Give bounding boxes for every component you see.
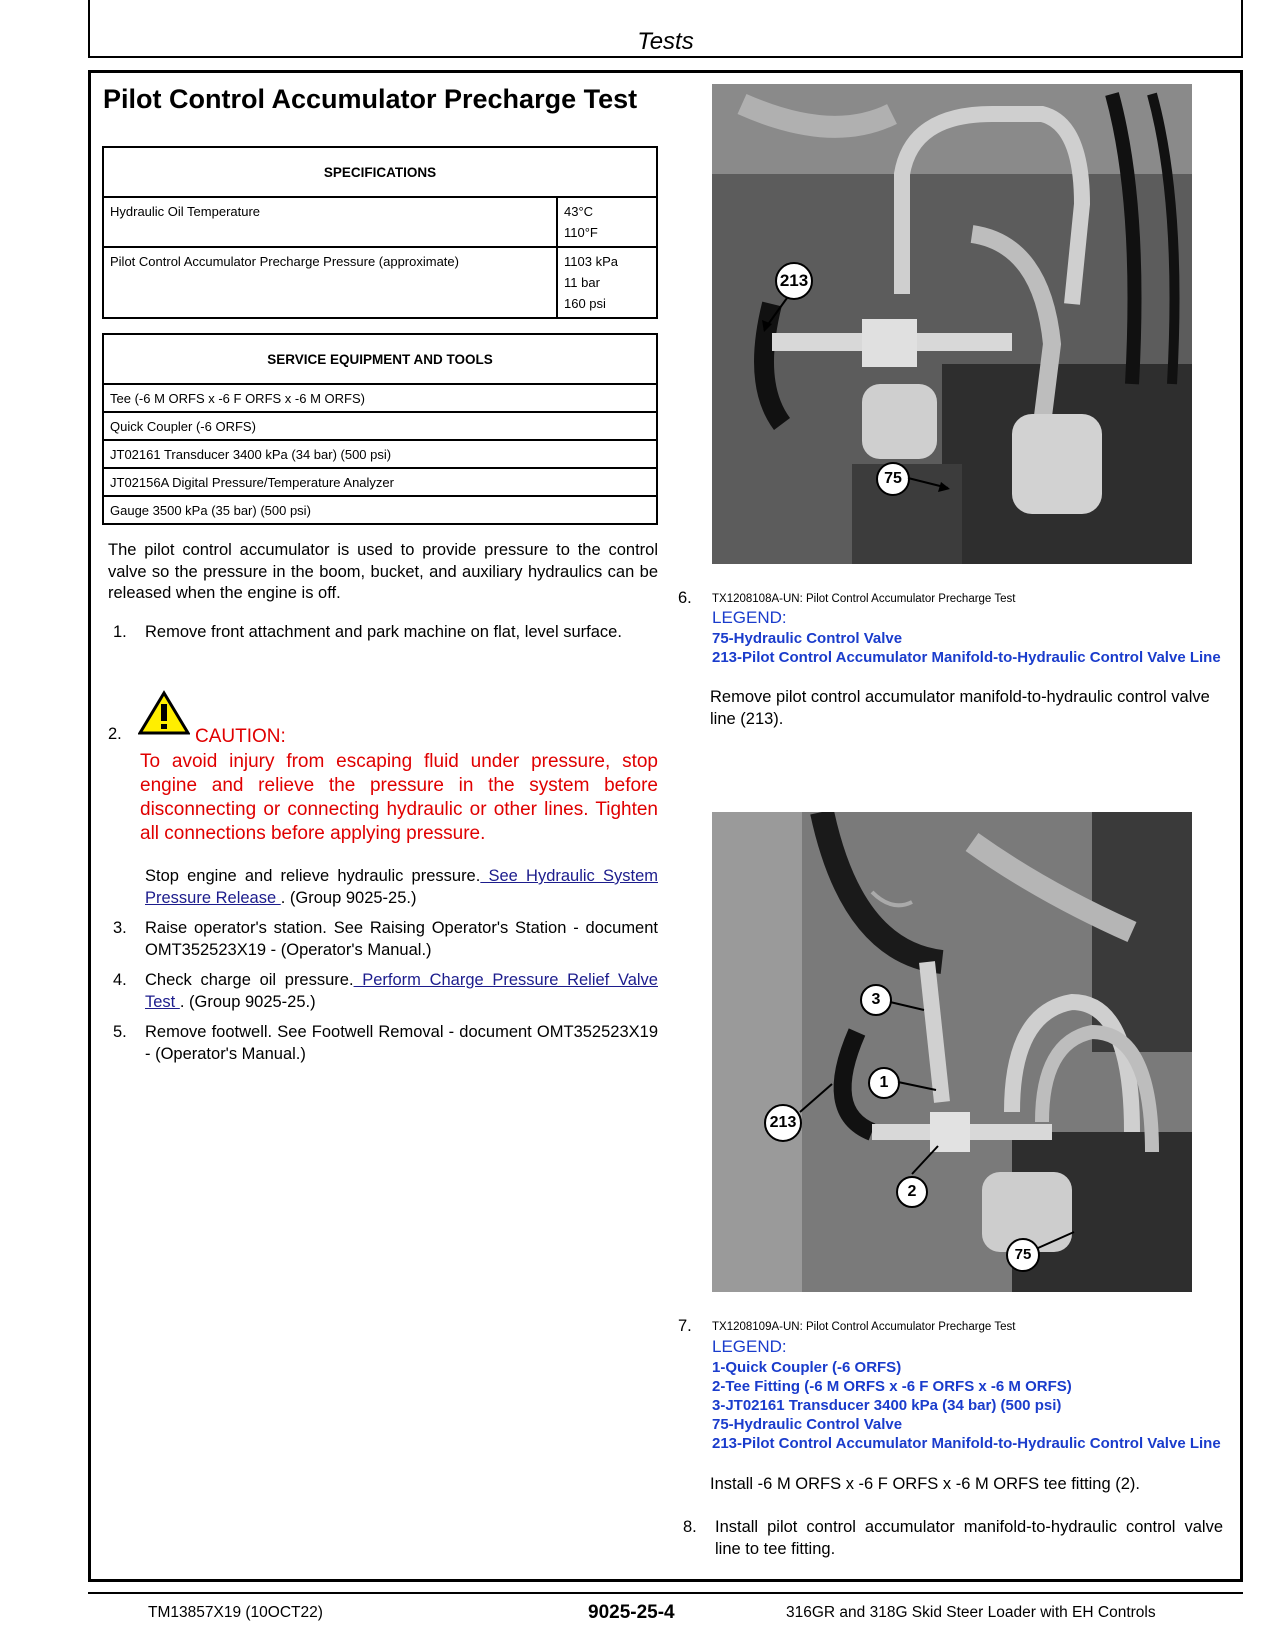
callout-3: 3 (860, 984, 892, 1016)
step-7-text: Install -6 M ORFS x -6 F ORFS x -6 M ORFS tee fitting (2). (710, 1475, 1140, 1493)
legend-item: 1-Quick Coupler (-6 ORFS) (712, 1359, 902, 1376)
step-text: Remove footwell. See Footwell Removal - document OMT352523X19 - (Operator's Manual.) (145, 1023, 658, 1063)
spec-value-line: 43°C (564, 204, 594, 219)
legend-item: 3-JT02161 Transducer 3400 kPa (34 bar) (500 psi) (712, 1397, 1062, 1414)
step-text: Stop engine and relieve hydraulic pressure. (145, 867, 481, 885)
step-2-number: 2. (108, 725, 122, 743)
callout-213: 213 (775, 262, 813, 300)
spec-value-line: 11 bar (564, 275, 600, 290)
intro-paragraph: The pilot control accumulator is used to provide pressure to the control valve so the pressure in the boom, bucket, and auxiliary hydraulics can be released when the engine is off. (108, 541, 658, 602)
callout-1: 1 (868, 1067, 900, 1099)
step-text: Install pilot control accumulator manifold-to-hydraulic control valve line to tee fitting. (715, 1518, 1223, 1558)
callout-75: 75 (1006, 1238, 1040, 1272)
callout-2: 2 (896, 1176, 928, 1208)
table-row (103, 247, 657, 318)
spec-label: Pilot Control Accumulator Precharge Pressure (approximate) (103, 247, 557, 318)
spec-value (557, 197, 657, 247)
legend-item: 75-Hydraulic Control Valve (712, 1416, 903, 1433)
spec-value-line: 1103 kPa (564, 254, 618, 269)
legend-item: 2-Tee Fitting (-6 M ORFS x -6 F ORFS x -6 M ORFS) (712, 1378, 1072, 1395)
table-row (103, 197, 657, 247)
caution-title: CAUTION: (195, 726, 286, 747)
page-title: Pilot Control Accumulator Precharge Test (103, 84, 638, 114)
legend-item: 213-Pilot Control Accumulator Manifold-to-Hydraulic Control Valve Line (712, 649, 1221, 666)
step-number: 1. (113, 623, 127, 641)
legend-heading: LEGEND: (712, 608, 787, 627)
footer-divider (88, 1592, 1243, 1594)
step-number: 5. (113, 1023, 127, 1041)
step-number: 4. (113, 971, 127, 989)
table-row: JT02156A Digital Pressure/Temperature Analyzer (103, 468, 657, 496)
step-number: 3. (113, 919, 127, 937)
table-row: JT02161 Transducer 3400 kPa (34 bar) (500 psi) (103, 440, 657, 468)
callout-arrows (712, 84, 1192, 564)
step-number: 8. (683, 1518, 697, 1536)
spec-value (557, 247, 657, 318)
spec-label: Hydraulic Oil Temperature (103, 197, 557, 247)
callout-213: 213 (764, 1104, 802, 1142)
specifications-heading: SPECIFICATIONS (103, 147, 657, 197)
step-6-text: Remove pilot control accumulator manifold-to-hydraulic control valve line (213). (710, 688, 1210, 728)
service-tools-heading: SERVICE EQUIPMENT AND TOOLS (103, 334, 657, 384)
section-title: Tests (637, 28, 694, 55)
figure-caption-1: TX1208108A-UN: Pilot Control Accumulator Precharge Test (712, 593, 1016, 605)
legend-item: 213-Pilot Control Accumulator Manifold-to-Hydraulic Control Valve Line (712, 1435, 1221, 1452)
footer-product: 316GR and 318G Skid Steer Loader with EH Controls (786, 1604, 1156, 1621)
step-text: . (Group 9025-25.) (179, 992, 316, 1011)
step-2-text (145, 866, 658, 909)
spec-value-line: 110°F (564, 225, 598, 240)
step-7-number: 7. (678, 1317, 692, 1335)
hydraulic-pressure-release-link[interactable]: See Hydraulic System Pressure Release (145, 867, 658, 907)
step-text: Check charge oil pressure. (145, 971, 354, 989)
figure-photo-2 (712, 812, 1192, 1292)
footer-page-number: 9025-25-4 (588, 1602, 675, 1623)
service-tools-table (102, 333, 658, 525)
page-header (88, 0, 1243, 58)
step-text: Remove front attachment and park machine on flat, level surface. (145, 623, 622, 641)
figure-caption-2: TX1208109A-UN: Pilot Control Accumulator Precharge Test (712, 1321, 1016, 1333)
step-text: Raise operator's station. See Raising Operator's Station - document OMT352523X19 - (Operator's Manual.) (145, 919, 658, 959)
legend-heading: LEGEND: (712, 1337, 787, 1356)
callout-75: 75 (876, 462, 910, 496)
spec-value-line: 160 psi (564, 296, 606, 311)
footer-doc-id: TM13857X19 (10OCT22) (148, 1604, 323, 1621)
step-text: . (Group 9025-25.) (280, 888, 417, 907)
legend-item: 75-Hydraulic Control Valve (712, 630, 903, 647)
warning-icon (138, 690, 190, 736)
table-row: Gauge 3500 kPa (35 bar) (500 psi) (103, 496, 657, 524)
step-6-number: 6. (678, 589, 692, 607)
callout-arrows (712, 812, 1192, 1292)
table-row: Tee (-6 M ORFS x -6 F ORFS x -6 M ORFS) (103, 384, 657, 412)
specifications-table (102, 146, 658, 319)
caution-text: To avoid injury from escaping fluid under pressure, stop engine and relieve the pressure in the system before disconnecting or connecting hydraulic or other lines. Tighten all connections before applying pressure. (140, 751, 658, 844)
charge-pressure-relief-link[interactable]: Perform Charge Pressure Relief Valve Test (145, 971, 658, 1011)
table-row: Quick Coupler (-6 ORFS) (103, 412, 657, 440)
figure-photo-1 (712, 84, 1192, 564)
